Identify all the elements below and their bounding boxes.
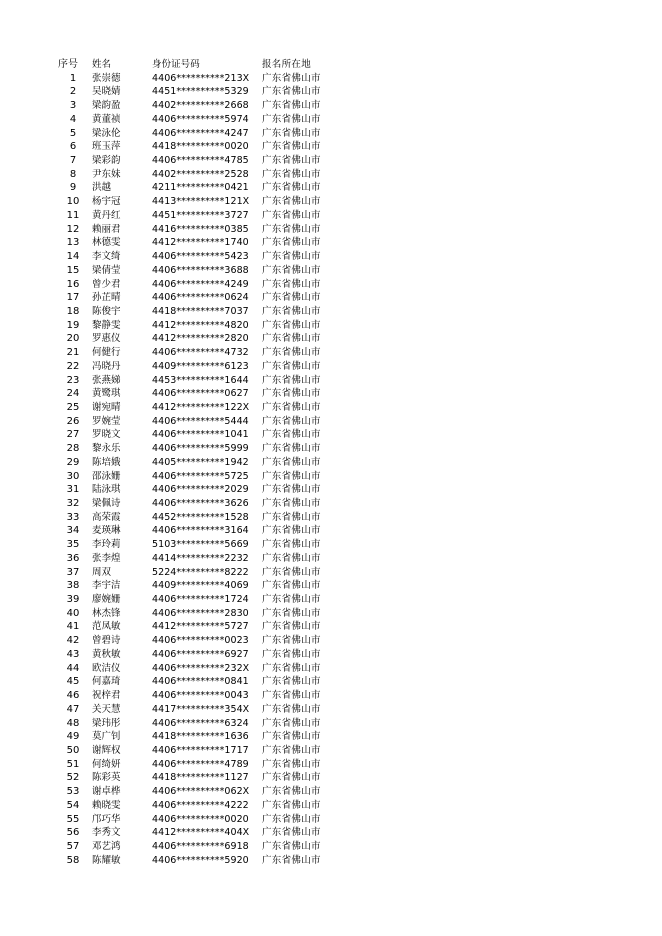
row-name: 梁泳伦 [92, 127, 121, 139]
row-name: 罗晓文 [92, 429, 121, 441]
row-location: 广东省佛山市 [262, 594, 321, 606]
row-name: 吴晓婧 [92, 86, 121, 98]
row-name: 冯晓丹 [92, 360, 121, 372]
row-location: 广东省佛山市 [262, 333, 321, 345]
row-id-number: 5224**********8222 [152, 566, 249, 578]
row-name: 陈俊宇 [92, 305, 121, 317]
row-id-number: 4406**********4249 [152, 278, 249, 290]
table-row [58, 99, 348, 113]
row-number: 27 [66, 429, 80, 441]
table-row [58, 332, 348, 346]
table-body [58, 72, 348, 868]
table-row [58, 703, 348, 717]
table-row [58, 607, 348, 621]
row-name: 赖晓雯 [92, 799, 121, 811]
table-row [58, 730, 348, 744]
row-name: 张李煌 [92, 552, 121, 564]
row-location: 广东省佛山市 [262, 360, 321, 372]
row-location: 广东省佛山市 [262, 113, 321, 125]
row-location: 广东省佛山市 [262, 799, 321, 811]
row-name: 梁彩韵 [92, 155, 121, 167]
row-name: 陈彩英 [92, 772, 121, 784]
row-number: 2 [69, 86, 77, 98]
row-number: 16 [66, 278, 80, 290]
table-row [58, 854, 348, 868]
row-number: 6 [69, 141, 77, 153]
row-name: 何嘉琦 [92, 676, 121, 688]
table-row [58, 127, 348, 141]
table-row [58, 648, 348, 662]
row-name: 班玉萍 [92, 141, 121, 153]
row-name: 黄丹红 [92, 209, 121, 221]
row-location: 广东省佛山市 [262, 86, 321, 98]
row-location: 广东省佛山市 [262, 552, 321, 564]
row-location: 广东省佛山市 [262, 415, 321, 427]
table-row [58, 717, 348, 731]
row-number: 30 [66, 470, 80, 482]
row-location: 广东省佛山市 [262, 648, 321, 660]
row-id-number: 4406**********0023 [152, 635, 249, 647]
row-number: 12 [66, 223, 80, 235]
row-id-number: 4406**********0841 [152, 676, 249, 688]
row-location: 广东省佛山市 [262, 607, 321, 619]
header-name: 姓名 [92, 59, 112, 70]
row-number: 35 [66, 539, 80, 551]
table-row [58, 181, 348, 195]
row-number: 54 [66, 799, 80, 811]
row-number: 55 [66, 813, 80, 825]
row-location: 广东省佛山市 [262, 717, 321, 729]
table-row [58, 387, 348, 401]
row-id-number: 4406**********5920 [152, 854, 249, 866]
row-id-number: 4417**********354X [152, 703, 250, 715]
row-location: 广东省佛山市 [262, 401, 321, 413]
row-location: 广东省佛山市 [262, 498, 321, 509]
row-id-number: 4406**********4732 [152, 347, 249, 359]
row-location: 广东省佛山市 [262, 758, 321, 770]
row-number: 37 [66, 566, 80, 578]
row-number: 24 [66, 388, 80, 400]
row-location: 广东省佛山市 [262, 429, 321, 441]
row-number: 13 [66, 237, 80, 249]
table-row [58, 470, 348, 484]
row-id-number: 5103**********5669 [152, 539, 249, 551]
row-name: 何绮妍 [92, 758, 121, 770]
row-id-number: 4416**********0385 [152, 223, 249, 235]
row-number: 57 [66, 840, 80, 852]
row-number: 31 [66, 484, 80, 496]
header-id-number: 身份证号码 [152, 59, 200, 70]
row-id-number: 4406**********5999 [152, 443, 249, 455]
table-row [58, 360, 348, 374]
row-number: 17 [66, 292, 80, 304]
table-row [58, 758, 348, 772]
row-name: 祝梓君 [92, 690, 121, 702]
row-id-number: 4406**********4789 [152, 758, 249, 770]
table-row [58, 319, 348, 333]
row-id-number: 4402**********2668 [152, 100, 249, 112]
row-location: 广东省佛山市 [262, 840, 321, 852]
row-id-number: 4406**********232X [152, 662, 250, 674]
registration-table [58, 58, 348, 867]
table-row [58, 291, 348, 305]
table-row [58, 799, 348, 813]
row-id-number: 4406**********4785 [152, 155, 249, 167]
row-location: 广东省佛山市 [262, 264, 321, 276]
row-name: 李玲莉 [92, 539, 121, 551]
table-row [58, 662, 348, 676]
row-number: 3 [69, 100, 77, 112]
row-id-number: 4453**********1644 [152, 374, 249, 386]
row-number: 52 [66, 772, 80, 784]
row-number: 42 [66, 635, 80, 647]
table-row [58, 85, 348, 99]
row-number: 15 [66, 264, 80, 276]
row-location: 广东省佛山市 [262, 292, 321, 304]
table-row [58, 744, 348, 758]
table-row [58, 579, 348, 593]
row-id-number: 4406**********6324 [152, 717, 249, 729]
row-number: 56 [66, 827, 80, 839]
row-name: 何健行 [92, 347, 121, 359]
table-row [58, 236, 348, 250]
row-location: 广东省佛山市 [262, 388, 321, 400]
row-location: 广东省佛山市 [262, 786, 321, 798]
row-name: 谢宛晴 [92, 401, 121, 413]
row-number: 23 [66, 374, 80, 386]
table-row [58, 168, 348, 182]
row-location: 广东省佛山市 [262, 155, 321, 167]
row-number: 38 [66, 580, 80, 592]
table-row [58, 401, 348, 415]
row-id-number: 4406**********4247 [152, 127, 249, 139]
row-name: 邝巧华 [92, 813, 121, 825]
row-number: 41 [66, 621, 80, 633]
table-row [58, 428, 348, 442]
table-row [58, 72, 348, 86]
row-location: 广东省佛山市 [262, 278, 321, 290]
table-header [58, 58, 348, 72]
row-id-number: 4452**********1528 [152, 511, 249, 523]
row-name: 李文绮 [92, 251, 121, 263]
row-name: 杨宇冠 [92, 196, 121, 208]
row-id-number: 4451**********5329 [152, 86, 249, 98]
row-id-number: 4406**********2029 [152, 484, 249, 496]
row-id-number: 4409**********4069 [152, 580, 249, 592]
table-row [58, 566, 348, 580]
table-row [58, 415, 348, 429]
row-id-number: 4406**********0043 [152, 690, 249, 702]
row-location: 广东省佛山市 [262, 237, 321, 249]
table-row [58, 675, 348, 689]
table-row [58, 497, 348, 511]
row-name: 黄鹭琪 [92, 388, 121, 400]
table-row [58, 442, 348, 456]
row-name: 高荣霞 [92, 511, 121, 523]
row-location: 广东省佛山市 [262, 539, 321, 551]
row-id-number: 4412**********1740 [152, 237, 249, 249]
table-row [58, 346, 348, 360]
row-name: 林德雯 [92, 237, 121, 249]
row-name: 关天慧 [92, 703, 121, 715]
row-location: 广东省佛山市 [262, 484, 321, 496]
row-name: 谢卓桦 [92, 786, 121, 798]
row-number: 49 [66, 731, 80, 743]
row-id-number: 4409**********6123 [152, 360, 249, 372]
row-id-number: 4406**********1717 [152, 744, 249, 756]
row-location: 广东省佛山市 [262, 731, 321, 743]
row-id-number: 4406**********3164 [152, 525, 249, 537]
row-id-number: 4412**********4820 [152, 319, 249, 331]
row-name: 陆泳琪 [92, 484, 121, 496]
row-name: 梁玮彤 [92, 717, 121, 729]
row-location: 广东省佛山市 [262, 168, 321, 180]
table-row [58, 305, 348, 319]
row-number: 33 [66, 511, 80, 523]
table-row [58, 113, 348, 127]
row-number: 8 [69, 168, 77, 180]
table-row [58, 840, 348, 854]
table-row [58, 538, 348, 552]
table-row [58, 552, 348, 566]
row-id-number: 4418**********7037 [152, 305, 249, 317]
row-name: 廖婉姗 [92, 594, 121, 606]
row-number: 28 [66, 443, 80, 455]
row-name: 范凤敏 [92, 621, 121, 633]
row-name: 尹东妹 [92, 168, 121, 180]
row-location: 广东省佛山市 [262, 305, 321, 317]
row-location: 广东省佛山市 [262, 470, 321, 482]
row-id-number: 4451**********3727 [152, 209, 249, 221]
row-id-number: 4406**********0624 [152, 292, 249, 304]
row-id-number: 4405**********1942 [152, 456, 249, 468]
row-id-number: 4406**********5423 [152, 251, 249, 263]
row-name: 黄董祯 [92, 113, 121, 125]
row-location: 广东省佛山市 [262, 182, 321, 194]
row-number: 50 [66, 744, 80, 756]
row-location: 广东省佛山市 [262, 854, 321, 866]
row-number: 22 [66, 360, 80, 372]
row-location: 广东省佛山市 [262, 690, 321, 702]
row-location: 广东省佛山市 [262, 744, 321, 756]
row-name: 张崇德 [92, 72, 121, 84]
row-location: 广东省佛山市 [262, 621, 321, 633]
row-name: 罗婉莹 [92, 415, 121, 427]
row-number: 34 [66, 525, 80, 537]
row-name: 林杰锋 [92, 607, 121, 619]
row-number: 21 [66, 347, 80, 359]
row-location: 广东省佛山市 [262, 827, 321, 839]
row-location: 广东省佛山市 [262, 251, 321, 263]
row-number: 51 [66, 758, 80, 770]
row-name: 黎静雯 [92, 319, 121, 331]
row-number: 5 [69, 127, 77, 139]
table-row [58, 374, 348, 388]
row-location: 广东省佛山市 [262, 662, 321, 674]
table-row [58, 483, 348, 497]
row-id-number: 4418**********1127 [152, 772, 249, 784]
row-number: 11 [66, 209, 80, 221]
row-id-number: 4412**********2820 [152, 333, 249, 345]
table-row [58, 826, 348, 840]
table-row [58, 223, 348, 237]
table-row [58, 689, 348, 703]
row-number: 43 [66, 648, 80, 660]
row-id-number: 4406**********5725 [152, 470, 249, 482]
row-location: 广东省佛山市 [262, 72, 321, 84]
row-name: 邵泳姗 [92, 470, 121, 482]
row-id-number: 4406**********4222 [152, 799, 249, 811]
row-name: 邓艺鸿 [92, 840, 121, 852]
row-id-number: 4418**********1636 [152, 731, 249, 743]
row-name: 欧洁仪 [92, 662, 121, 674]
table-row [58, 278, 348, 292]
row-location: 广东省佛山市 [262, 813, 321, 825]
row-id-number: 4406**********0627 [152, 388, 249, 400]
row-number: 39 [66, 594, 80, 606]
row-location: 广东省佛山市 [262, 703, 321, 715]
row-id-number: 4418**********0020 [152, 141, 249, 153]
row-name: 黎永乐 [92, 443, 121, 455]
table-row [58, 524, 348, 538]
row-location: 广东省佛山市 [262, 127, 321, 139]
row-location: 广东省佛山市 [262, 566, 321, 578]
row-number: 58 [66, 854, 80, 866]
table-row [58, 620, 348, 634]
row-number: 1 [69, 72, 77, 84]
row-name: 洪越 [92, 182, 112, 194]
row-id-number: 4414**********2232 [152, 552, 249, 564]
table-row [58, 785, 348, 799]
row-name: 梁佩诗 [92, 498, 121, 509]
row-id-number: 4406**********062X [152, 786, 250, 798]
row-number: 29 [66, 456, 80, 468]
row-number: 48 [66, 717, 80, 729]
row-number: 10 [66, 196, 80, 208]
row-name: 陈培娥 [92, 456, 121, 468]
row-location: 广东省佛山市 [262, 456, 321, 468]
row-number: 9 [69, 182, 77, 194]
row-id-number: 4412**********404X [152, 827, 250, 839]
row-number: 47 [66, 703, 80, 715]
row-name: 梁韵盈 [92, 100, 121, 112]
row-id-number: 4413**********121X [152, 196, 250, 208]
table-row [58, 209, 348, 223]
row-name: 曾碧诗 [92, 635, 121, 647]
table-row [58, 771, 348, 785]
row-name: 谢辉权 [92, 744, 121, 756]
row-number: 40 [66, 607, 80, 619]
table-row [58, 813, 348, 827]
row-number: 25 [66, 401, 80, 413]
row-id-number: 4211**********0421 [152, 182, 249, 194]
row-id-number: 4406**********213X [152, 72, 250, 84]
table-row [58, 140, 348, 154]
row-location: 广东省佛山市 [262, 374, 321, 386]
row-location: 广东省佛山市 [262, 635, 321, 647]
row-number: 46 [66, 690, 80, 702]
table-row [58, 456, 348, 470]
row-location: 广东省佛山市 [262, 319, 321, 331]
table-row [58, 593, 348, 607]
row-name: 李宇洁 [92, 580, 121, 592]
row-name: 麦瑛琳 [92, 525, 121, 537]
row-location: 广东省佛山市 [262, 100, 321, 112]
row-number: 45 [66, 676, 80, 688]
row-number: 4 [69, 113, 77, 125]
row-number: 36 [66, 552, 80, 564]
row-number: 14 [66, 251, 80, 263]
row-id-number: 4412**********122X [152, 401, 250, 413]
header-location: 报名所在地 [262, 59, 312, 70]
row-number: 53 [66, 786, 80, 798]
row-location: 广东省佛山市 [262, 209, 321, 221]
table-row [58, 195, 348, 209]
row-name: 李秀文 [92, 827, 121, 839]
row-name: 张燕娣 [92, 374, 121, 386]
table-row [58, 250, 348, 264]
row-location: 广东省佛山市 [262, 676, 321, 688]
row-location: 广东省佛山市 [262, 511, 321, 523]
row-id-number: 4406**********6927 [152, 648, 249, 660]
row-location: 广东省佛山市 [262, 347, 321, 359]
table-row [58, 264, 348, 278]
row-location: 广东省佛山市 [262, 580, 321, 592]
row-number: 7 [69, 155, 77, 167]
row-id-number: 4402**********2528 [152, 168, 249, 180]
row-location: 广东省佛山市 [262, 141, 321, 153]
row-name: 莫广钊 [92, 731, 121, 743]
row-location: 广东省佛山市 [262, 772, 321, 784]
row-id-number: 4412**********5727 [152, 621, 249, 633]
row-id-number: 4406**********5444 [152, 415, 249, 427]
row-number: 18 [66, 305, 80, 317]
row-location: 广东省佛山市 [262, 443, 321, 455]
row-id-number: 4406**********3626 [152, 498, 249, 509]
row-number: 20 [66, 333, 80, 345]
table-row [58, 154, 348, 168]
row-name: 赖丽君 [92, 223, 121, 235]
row-name: 陈耀敏 [92, 854, 121, 866]
row-name: 周双 [92, 566, 112, 578]
table-row [58, 634, 348, 648]
row-number: 19 [66, 319, 80, 331]
header-number: 序号 [58, 59, 78, 70]
table-row [58, 511, 348, 525]
row-name: 黄秋敏 [92, 648, 121, 660]
row-id-number: 4406**********1041 [152, 429, 249, 441]
row-name: 罗惠仪 [92, 333, 121, 345]
row-number: 44 [66, 662, 80, 674]
row-id-number: 4406**********1724 [152, 594, 249, 606]
row-id-number: 4406**********6918 [152, 840, 249, 852]
row-location: 广东省佛山市 [262, 196, 321, 208]
row-id-number: 4406**********5974 [152, 113, 249, 125]
row-location: 广东省佛山市 [262, 525, 321, 537]
row-location: 广东省佛山市 [262, 223, 321, 235]
row-id-number: 4406**********0020 [152, 813, 249, 825]
row-name: 孙芷晴 [92, 292, 121, 304]
row-id-number: 4406**********2830 [152, 607, 249, 619]
row-name: 曾少君 [92, 278, 121, 290]
row-number: 26 [66, 415, 80, 427]
row-number: 32 [66, 498, 80, 509]
row-id-number: 4406**********3688 [152, 264, 249, 276]
row-name: 梁倩莹 [92, 264, 121, 276]
